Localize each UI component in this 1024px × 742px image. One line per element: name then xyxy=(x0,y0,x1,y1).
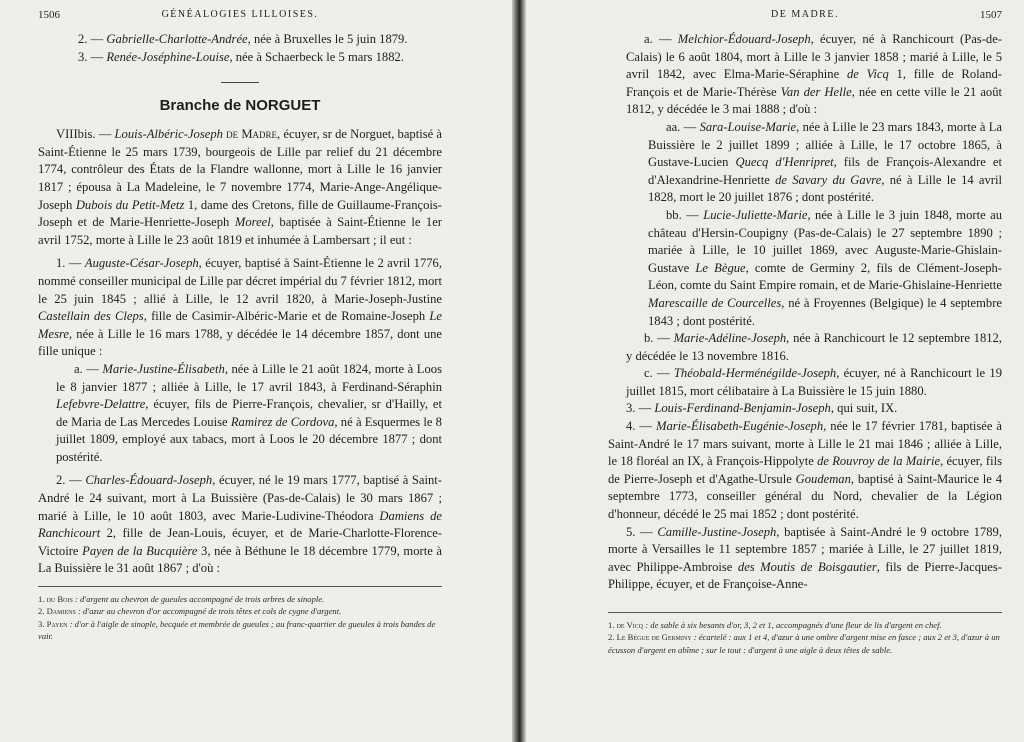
genealogy-entry: VIIIbis. — Louis-Albéric-Joseph de Madre, écuyer, sr de Norguet, baptisé à Saint-Étienne le 25 mars 1739, bourgeois de Lille par relief du 21 décembre 1774, contrôleur des États de la Flandre wallonne, mort à Lille le 16 janvier 1817 ; épousa à La Madeleine, le 7 novembre 1774, Marie-Ange-Angélique-Joseph Dubois du Petit-Metz 1, dame des Cretons, fille de Guillaume-François-Joseph et de Marie-Henriette-Joseph Moreel, baptisée à Saint-Étienne le 1er avril 1752, morte à Lille le 23 août 1819 et inhumée à Lambersart ; il eut : xyxy=(38,127,443,247)
book-gutter xyxy=(512,0,526,742)
page-number: 1507 xyxy=(980,9,1002,21)
genealogy-subentry: b. — Marie-Adéline-Joseph, née à Ranchicourt le 12 septembre 1812, y décédée le 13 novembre 1816. xyxy=(626,331,1002,363)
right-page xyxy=(526,0,1024,742)
footnote: 2. Le Bègue de Germiny : écartelé : aux 1 et 4, d'azur à une ombre d'argent mise en fasce ; aux 2 et 3, d'azur à un écusson d'argent en abîme ; sur le tout : d'argent à une aigle à deux têtes de sable. xyxy=(608,632,1000,655)
genealogy-entry: 4. — Marie-Élisabeth-Eugénie-Joseph, née le 17 février 1781, baptisée à Saint-André le 17 mars suivant, morte à Lille le 21 mai 1846 ; alliée à Lille, le 18 floréal an IX, à François-Hippolyte de Rouvroy de la Mairie, écuyer, fils de Pierre-Joseph et d'Agathe-Ursule Goudeman, baptisé à Saint-Maurice le 4 septembre 1773, conseiller général du Nord, chevalier de la Légion d'honneur, décédé le 25 mai 1852 ; dont postérité. xyxy=(608,419,1002,522)
genealogy-subentry: bb. — Lucie-Juliette-Marie, née à Lille le 3 juin 1848, morte au château d'Hersin-Coupigny (Pas-de-Calais) le 27 septembre 1890 ; mariée à Lille, le 10 juillet 1869, avec Auguste-Marie-Ghislain-Gustave Le Bègue, comte de Germiny 2, fils de Clément-Joseph-Léon, comte du Saint Empire romain, et de Marie-Ghislaine-Henriette Marescaille de Courcelles, né à Froyennes (Belgique) le 4 septembre 1843 ; dont postérité. xyxy=(648,207,1003,328)
genealogy-subentry: a. — Marie-Justine-Élisabeth, née à Lille le 21 août 1824, morte à Loos le 8 janvier 1877 ; alliée à Lille, le 17 avril 1843, à Ferdinand-Séraphin Lefebvre-Delattre, écuyer, fils de Pierre-François, chevalier, sr d'Hailly, et de Maria de Las Mercedes Louise Ramirez de Cordova, né à Esquermes le 8 juillet 1809, employé aux tabacs, mort à Loos le 20 décembre 1877 ; dont postérité. xyxy=(56,361,442,464)
left-page-header xyxy=(38,9,442,31)
footnote-rule xyxy=(608,612,1002,613)
genealogy-entry: 1. — Auguste-César-Joseph, écuyer, baptisé à Saint-Étienne le 2 avril 1776, nommé conseiller municipal de Lille par décret impérial du 7 février 1812, mort le 25 juin 1845 ; allié à Lille, le 12 avril 1820, à Marie-Joseph-Justine Castellain des Cleps, fille de Casimir-Albéric-Marie et de Romaine-Joseph Le Mesre, née à Lille le 16 mars 1788, y décédée le 14 décembre 1857, dont une fille unique : xyxy=(38,256,442,359)
genealogy-subentry: a. — Melchior-Édouard-Joseph, écuyer, né à Ranchicourt (Pas-de-Calais) le 6 août 1804, mort à Lille le 3 janvier 1858 ; marié à Lille, le 5 avril 1842, avec Elma-Marie-Séraphine de Vicq 1, fille de Roland-François et de Marie-Thérèse Van der Helle, née en cette ville le 21 août 1812, y décédée le 3 mai 1888 ; d'où : xyxy=(626,32,1003,117)
genealogy-subentry: c. — Théobald-Herménégilde-Joseph, écuyer, né à Ranchicourt le 19 juillet 1815, mort célibataire à La Buissière le 15 juin 1880. xyxy=(626,366,1002,398)
running-title: GÉNÉALOGIES LILLOISES. xyxy=(161,9,319,20)
footnote-rule xyxy=(38,586,442,587)
branch-heading: Branche de NORGUET xyxy=(159,97,321,115)
footnote: 1. du Bois : d'argent au chevron de gueules accompagné de trois arbres de sinople. xyxy=(38,594,325,605)
genealogy-subentry: aa. — Sara-Louise-Marie, née à Lille le 23 mars 1843, morte à La Buissière le 2 juillet 1899 ; alliée à Lille, le 17 octobre 1865, à Gustave-Lucien Quecq d'Henripret, fils de François-Alexandre et d'Alexandrine-Henriette de Savary du Gavre, né à Lille le 14 avril 1828, mort le 20 juillet 1876 ; dont postérité. xyxy=(648,119,1003,205)
genealogy-entry: 3. — Louis-Ferdinand-Benjamin-Joseph, qui suit, IX. xyxy=(626,401,898,416)
genealogy-entry: 2. — Charles-Édouard-Joseph, écuyer, né le 19 mars 1777, baptisé à Saint-André le 24 suivant, mort à La Buissière (Pas-de-Calais) le 30 mars 1867 ; marié à Lille, le 10 août 1803, avec Marie-Ludivine-Théodora Damiens de Ranchicourt 2, fille de Jean-Louis, écuyer, et de Marie-Charlotte-Florence-Victoire Payen de la Bucquière 3, née à Béthune le 18 décembre 1779, morte à La Buissière le 31 août 1867 ; d'où : xyxy=(38,473,443,576)
separator-rule xyxy=(221,82,259,83)
footnote: 2. Damiens : d'azur au chevron d'or accompagné de trois têtes et cols de cygne d'argent. xyxy=(38,606,342,617)
list-item: 3. — Renée-Joséphine-Louise, née à Schaerbeck le 5 mars 1882. xyxy=(78,49,404,64)
page-number: 1506 xyxy=(38,9,60,21)
footnote: 3. Payen : d'or à l'aigle de sinople, becquée et membrée de gueules ; au franc-quartier de gueules à trois bandes de vair. xyxy=(38,618,436,642)
genealogy-entry: 5. — Camille-Justine-Joseph, baptisée à Saint-André le 9 octobre 1789, morte à Versailles le 11 septembre 1857 ; mariée à Lille, le 27 juillet 1819, avec Philippe-Ambroise des Moutis de Boisgautier, fils de Pierre-Jacques-Philippe, écuyer, et de Françoise-Anne- xyxy=(608,524,1002,592)
right-page-header xyxy=(608,9,1002,31)
running-title: DE MADRE. xyxy=(771,9,839,20)
list-item: 2. — Gabrielle-Charlotte-Andrée, née à Bruxelles le 5 juin 1879. xyxy=(78,32,408,46)
footnote: 1. de Vicq : de sable à six besants d'or, 3, 2 et 1, accompagnés d'une fleur de lis d'argent en chef. xyxy=(608,620,942,630)
